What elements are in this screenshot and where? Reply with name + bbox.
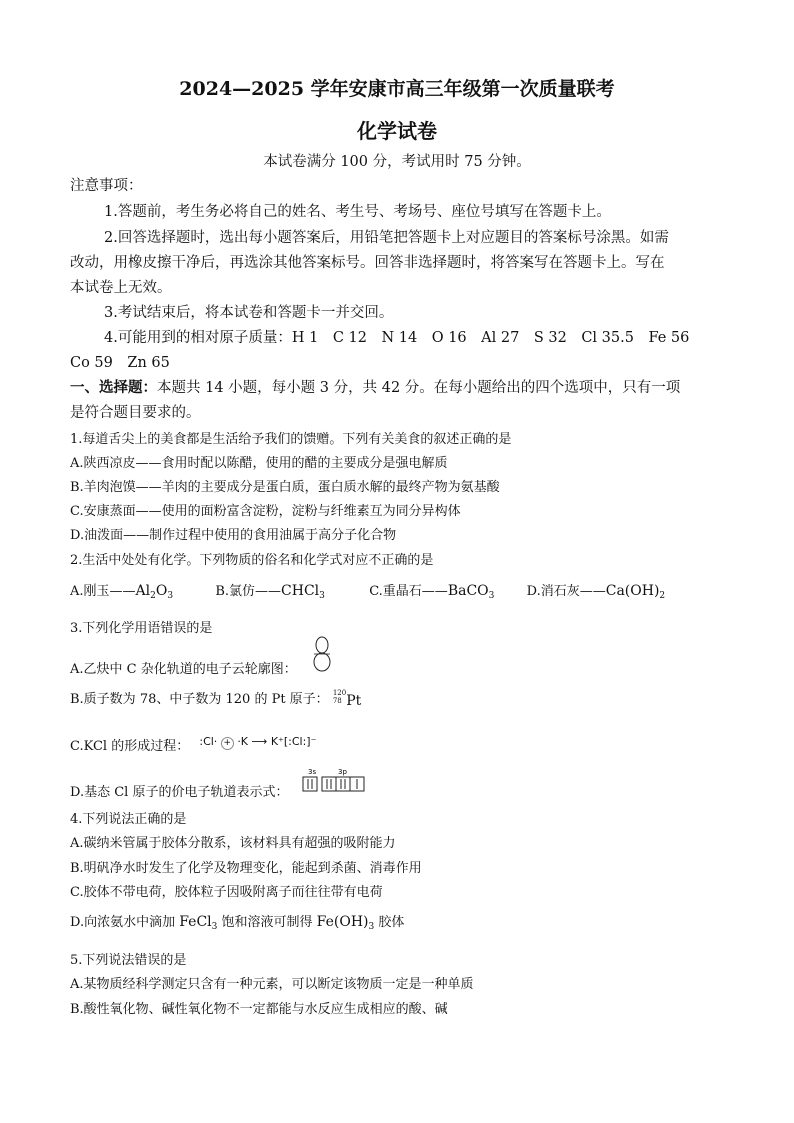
q4-option-a: A.碳纳米管属于胶体分散系，该材料具有超强的吸附能力 [70, 836, 396, 851]
q3-option-a: A.乙炔中 C 杂化轨道的电子云轮廓图： [70, 662, 297, 677]
q2-option-b: B.氯仿——CHCl$_3$ [215, 583, 325, 601]
q4-option-b: B.明矾净水时发生了化学及物理变化，能起到杀菌、消毒作用 [70, 861, 422, 876]
q1-option-a: A.陕西凉皮——食用时配以陈醋，使用的醋的主要成分是强电解质 [70, 456, 448, 471]
subject-title: 化学试卷 [357, 119, 437, 143]
q1-stem: 1.每道舌尖上的美食都是生活给予我们的馈赠。下列有关美食的叙述正确的是 [70, 432, 512, 447]
q2-option-c: C.重晶石——BaCO$_3$ [369, 583, 495, 601]
q3-option-d: D.基态 Cl 原子的价电子轨道表示式： [70, 785, 289, 800]
q4-option-c: C.胶体不带电荷，胶体粒子因吸附离子而往往带有电荷 [70, 885, 383, 900]
cl-orbital-diagram-icon [302, 767, 368, 795]
section-1-line-1 [70, 376, 680, 397]
kcl-formation-equation: :Cl· + ·K ⟶ K⁺[:Cl:]⁻ [199, 735, 317, 748]
q2-option-d: D.消石灰$——Ca(OH)_2$ [526, 583, 666, 601]
notice-item-3: 3.考试结束后，将本试卷和答题卡一并交回。 [104, 305, 394, 321]
notice-item-2-line-3: 本试卷上无效。 [70, 280, 172, 296]
q4-stem: 4.下列说法正确的是 [70, 812, 187, 827]
exam-info: 本试卷满分 100 分，考试用时 75 分钟。 [263, 154, 531, 170]
q3-option-c-row [70, 735, 316, 754]
q2-options [70, 580, 665, 601]
q3-stem: 3.下列化学用语错误的是 [70, 621, 213, 636]
q3-option-b: B.质子数为 78、中子数为 120 的 Pt 原子： [70, 692, 329, 707]
section-1-line-2: 是符合题目要求的。 [70, 405, 201, 421]
svg-text:3p: 3p [338, 768, 347, 776]
pt-nuclide-symbol: 120 78 Pt [332, 688, 362, 709]
q1-option-b: B.羊肉泡馍——羊肉的主要成分是蛋白质，蛋白质水解的最终产物为氨基酸 [70, 480, 500, 495]
q3-option-c: C.KCl 的形成过程： [70, 739, 190, 754]
q5-option-a: A.某物质经科学测定只含有一种元素，可以断定该物质一定是一种单质 [70, 977, 474, 992]
q2-stem: 2.生活中处处有化学。下列物质的俗名和化学式对应不正确的是 [70, 553, 434, 568]
notice-item-4-line-2: Co 59 Zn 65 [70, 355, 170, 371]
notice-heading: 注意事项： [70, 178, 143, 194]
q4-option-d: D.向浓氨水中滴加 FeCl$_3$ 饱和溶液可制得 $Fe(OH)_3$ 胶体 [70, 914, 405, 932]
notice-item-2-line-1: 2.回答选择题时，选出每小题答案后，用铅笔把答题卡上对应题目的答案标号涂黑。如需 [104, 230, 669, 246]
q5-stem: 5.下列说法错误的是 [70, 953, 187, 968]
section-1-text: 本题共 14 小题，每小题 3 分，共 42 分。在每小题给出的四个选项中，只有一项 [157, 380, 681, 396]
notice-item-1: 1.答题前，考生务必将自己的姓名、考生号、考场号、座位号填写在答题卡上。 [104, 204, 611, 220]
q5-option-b: B.酸性氧化物、碱性氧化物不一定都能与水反应生成相应的酸、碱 [70, 1002, 448, 1017]
exam-title: 2024—2025 学年安康市高三年级第一次质量联考 [179, 78, 615, 100]
q3-option-b-row [70, 688, 361, 709]
q1-option-c: C.安康蒸面——使用的面粉富含淀粉，淀粉与纤维素互为同分异构体 [70, 504, 461, 519]
q1-option-d: D.油泼面——制作过程中使用的食用油属于高分子化合物 [70, 528, 397, 543]
sp-orbital-lobe-icon [311, 636, 333, 672]
section-1-heading: 一、选择题： [70, 379, 157, 396]
svg-text:3s: 3s [308, 768, 317, 776]
notice-item-4-line-1: 4.可能用到的相对原子质量：H 1 C 12 N 14 O 16 Al 27 S 32 Cl 35.5 Fe 56 [104, 330, 690, 346]
q2-option-a: A.刚玉$——Al_2O_3$ [70, 583, 174, 601]
notice-item-2-line-2: 改动，用橡皮擦干净后，再选涂其他答案标号。回答非选择题时，将答案写在答题卡上。写在 [70, 255, 665, 271]
